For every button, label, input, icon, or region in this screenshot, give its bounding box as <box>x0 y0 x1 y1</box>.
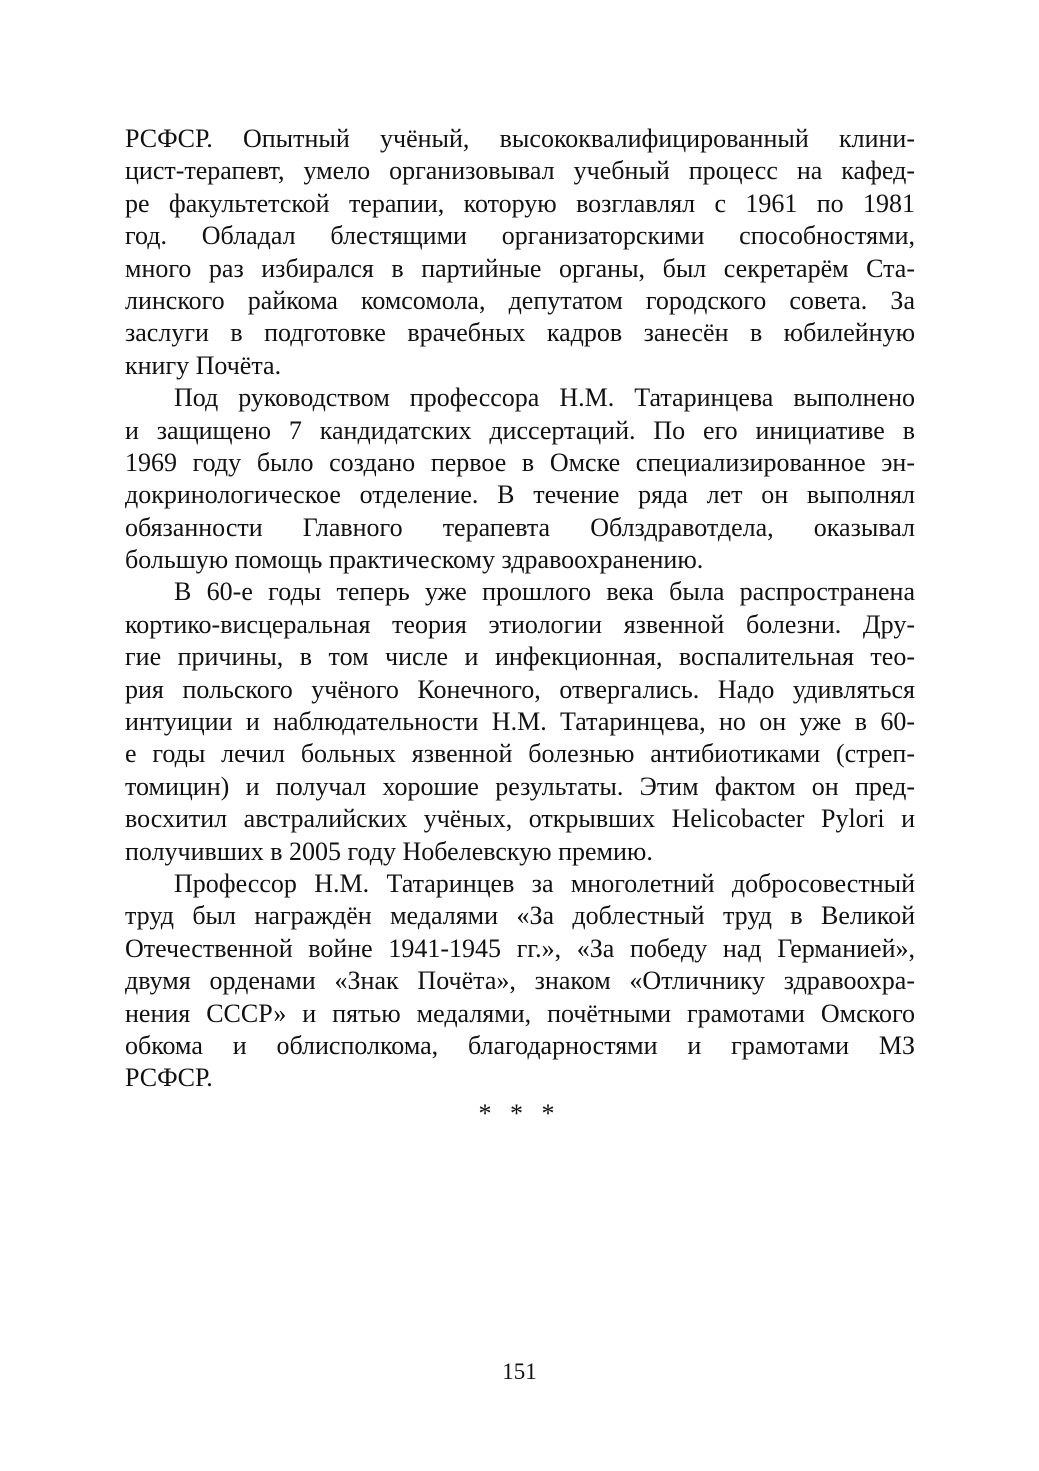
body-text <box>125 123 915 1095</box>
section-separator: * * * <box>478 1099 561 1128</box>
text-line: труд был награждён медалями «За доблестный труд в Великой <box>125 901 915 931</box>
paragraph-first-line: Профессор Н.М. Татаринцев за многолетний добросовестный <box>174 868 915 898</box>
text-line: интуиции и наблюдательности Н.М. Татаринцева, но он уже в 60- <box>125 707 915 737</box>
text-line: кортико-висцеральная теория этиологии язвенной болезни. Дру- <box>125 609 915 639</box>
text-line: восхитил австралийских учёных, открывших Helicobacter Pylori и <box>125 804 915 834</box>
text-line: докринологическое отделение. В течение ряда лет он выполнял <box>125 480 915 510</box>
text-line: получивших в 2005 году Нобелевскую премию. <box>125 836 653 866</box>
text-line: год. Обладал блестящими организаторскими способностями, <box>125 221 915 251</box>
text-line: рия польского учёного Конечного, отвергались. Надо удивляться <box>125 674 915 704</box>
paragraph-first-line: Под руководством профессора Н.М. Татаринцева выполнено <box>174 383 915 413</box>
text-line: РСФСР. Опытный учёный, высококвалифицированный клини- <box>125 124 915 153</box>
text-line: нения СССР» и пятью медалями, почётными грамотами Омского <box>125 998 915 1028</box>
text-line: е годы лечил больных язвенной болезнью антибиотиками (стреп- <box>125 739 915 769</box>
text-line: большую помощь практическому здравоохранению. <box>125 545 704 575</box>
text-line: двумя орденами «Знак Почёта», знаком «Отличнику здравоохра- <box>125 966 915 996</box>
text-line: и защищено 7 кандидатских диссертаций. По его инициативе в <box>125 415 915 445</box>
page-number: 151 <box>502 1359 537 1384</box>
text-line: линского райкома комсомола, депутатом городского совета. За <box>125 285 915 315</box>
text-line: обкома и облисполкома, благодарностями и грамотами МЗ <box>125 1030 915 1060</box>
text-line: ре факультетской терапии, которую возглавлял с 1961 по 1981 <box>125 188 915 218</box>
text-line: обязанности Главного терапевта Облздравотдела, оказывал <box>125 512 915 542</box>
text-line: много раз избирался в партийные органы, был секретарём Ста- <box>125 253 915 283</box>
text-line: 1969 году было создано первое в Омске специализированное эн- <box>125 447 915 477</box>
text-line: книгу Почёта. <box>125 350 282 380</box>
text-line: заслуги в подготовке врачебных кадров занесён в юбилейную <box>125 318 915 348</box>
text-line: томицин) и получал хорошие результаты. Этим фактом он пред- <box>125 771 915 801</box>
text-line: гие причины, в том числе и инфекционная, воспалительная тео- <box>125 642 915 672</box>
text-line: РСФСР. <box>125 1063 213 1093</box>
text-line: Отечественной войне 1941-1945 гг.», «За победу над Германией», <box>125 933 915 963</box>
text-line: цист-терапевт, умело организовывал учебный процесс на кафед- <box>125 156 915 186</box>
paragraph-first-line: В 60-е годы теперь уже прошлого века была распространена <box>174 577 915 607</box>
